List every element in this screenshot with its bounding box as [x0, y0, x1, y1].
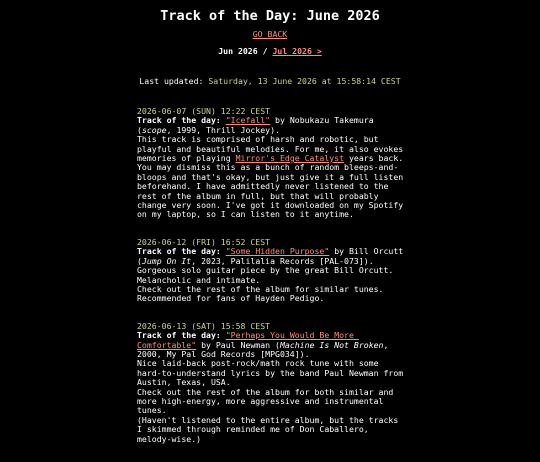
entry-body [137, 247, 407, 303]
entry-label: Track of the day: [137, 115, 221, 126]
track-link[interactable]: "Icefall" [225, 115, 271, 126]
nav-separator: / [257, 46, 273, 56]
entry-artist: by Paul Newman ( [196, 339, 280, 350]
last-updated [0, 77, 540, 86]
entry-body [137, 331, 407, 444]
entry [137, 238, 407, 304]
next-month-link[interactable]: Jul 2026 > [272, 46, 322, 56]
entry-body [137, 116, 407, 219]
month-nav [0, 47, 540, 56]
track-link[interactable]: "Perhaps You Would Be More Comfortable" [137, 330, 359, 350]
entry-description: This track is comprised of harsh and robotic, but playful and beautiful melodies. For me, it also evokes memories of playing [137, 134, 409, 164]
go-back-row [0, 30, 540, 39]
go-back-link[interactable]: GO BACK [252, 29, 288, 39]
track-link[interactable]: "Some Hidden Purpose" [225, 246, 330, 257]
page-title: Track of the Day: June 2026 [160, 8, 380, 24]
entry-meta: , 2000, My Pal God Records [MPG034]). [137, 339, 394, 359]
entry-label: Track of the day: [137, 330, 221, 341]
entry-album: Machine Is Not Broken [279, 339, 384, 350]
entry [137, 107, 407, 220]
last-updated-label: Last updated: [139, 76, 209, 86]
entry-artist: by Bill Orcutt ( [137, 246, 409, 266]
entry-description: Gorgeous solo guitar piece by the great Bill Orcutt. Melancholic and intimate. Check out the rest of the album for similar tunes. Recommended for fans of Hayden Pedigo. [137, 265, 394, 304]
entry-album: scope [141, 124, 167, 135]
entry-description-cont: years back. You may dismiss this as a bunch of random bleeps-and-bloops and that's okay, but just give it a full listen beforehand. I have admittedly never listened to the rest of the album in full, but that will probably change very soon. I've got it downloaded on my Spotify on my laptop, so I can listen to it anytime. [137, 153, 404, 220]
last-updated-timestamp: Saturday, 13 June 2026 at 15:58:14 CEST [208, 76, 401, 86]
entry-date: 2026-06-13 (SAT) 15:58 CEST [137, 320, 271, 331]
entry-album: Jump On It [141, 255, 192, 266]
entry-list [137, 107, 407, 462]
entry-meta: , 2023, Palilalia Records [PAL-073]). [191, 255, 374, 266]
entry-date: 2026-06-07 (SUN) 12:22 CEST [137, 106, 271, 116]
entry-artist: by Nobukazu Takemura ( [137, 115, 379, 135]
entry-meta: , 1999, Thrill Jockey). [166, 124, 280, 135]
game-link[interactable]: Mirror's Edge Catalyst [235, 153, 345, 164]
entry [137, 322, 407, 444]
current-month: Jun 2026 [218, 46, 258, 56]
entry-description: Nice laid-back post-rock/math rock tune with some hard-to-understand lyrics by the band Paul Newman from Austin, Texas, USA. Check out the rest of the album for both similar and more high-energy, more aggressive and instrumental tunes. (Haven't listened to the entire album, but the tracks I skimmed through reminded me of Don Caballero, melody-wise.) [137, 358, 404, 444]
entry-label: Track of the day: [137, 246, 221, 257]
entry-date: 2026-06-12 (FRI) 16:52 CEST [137, 236, 271, 247]
